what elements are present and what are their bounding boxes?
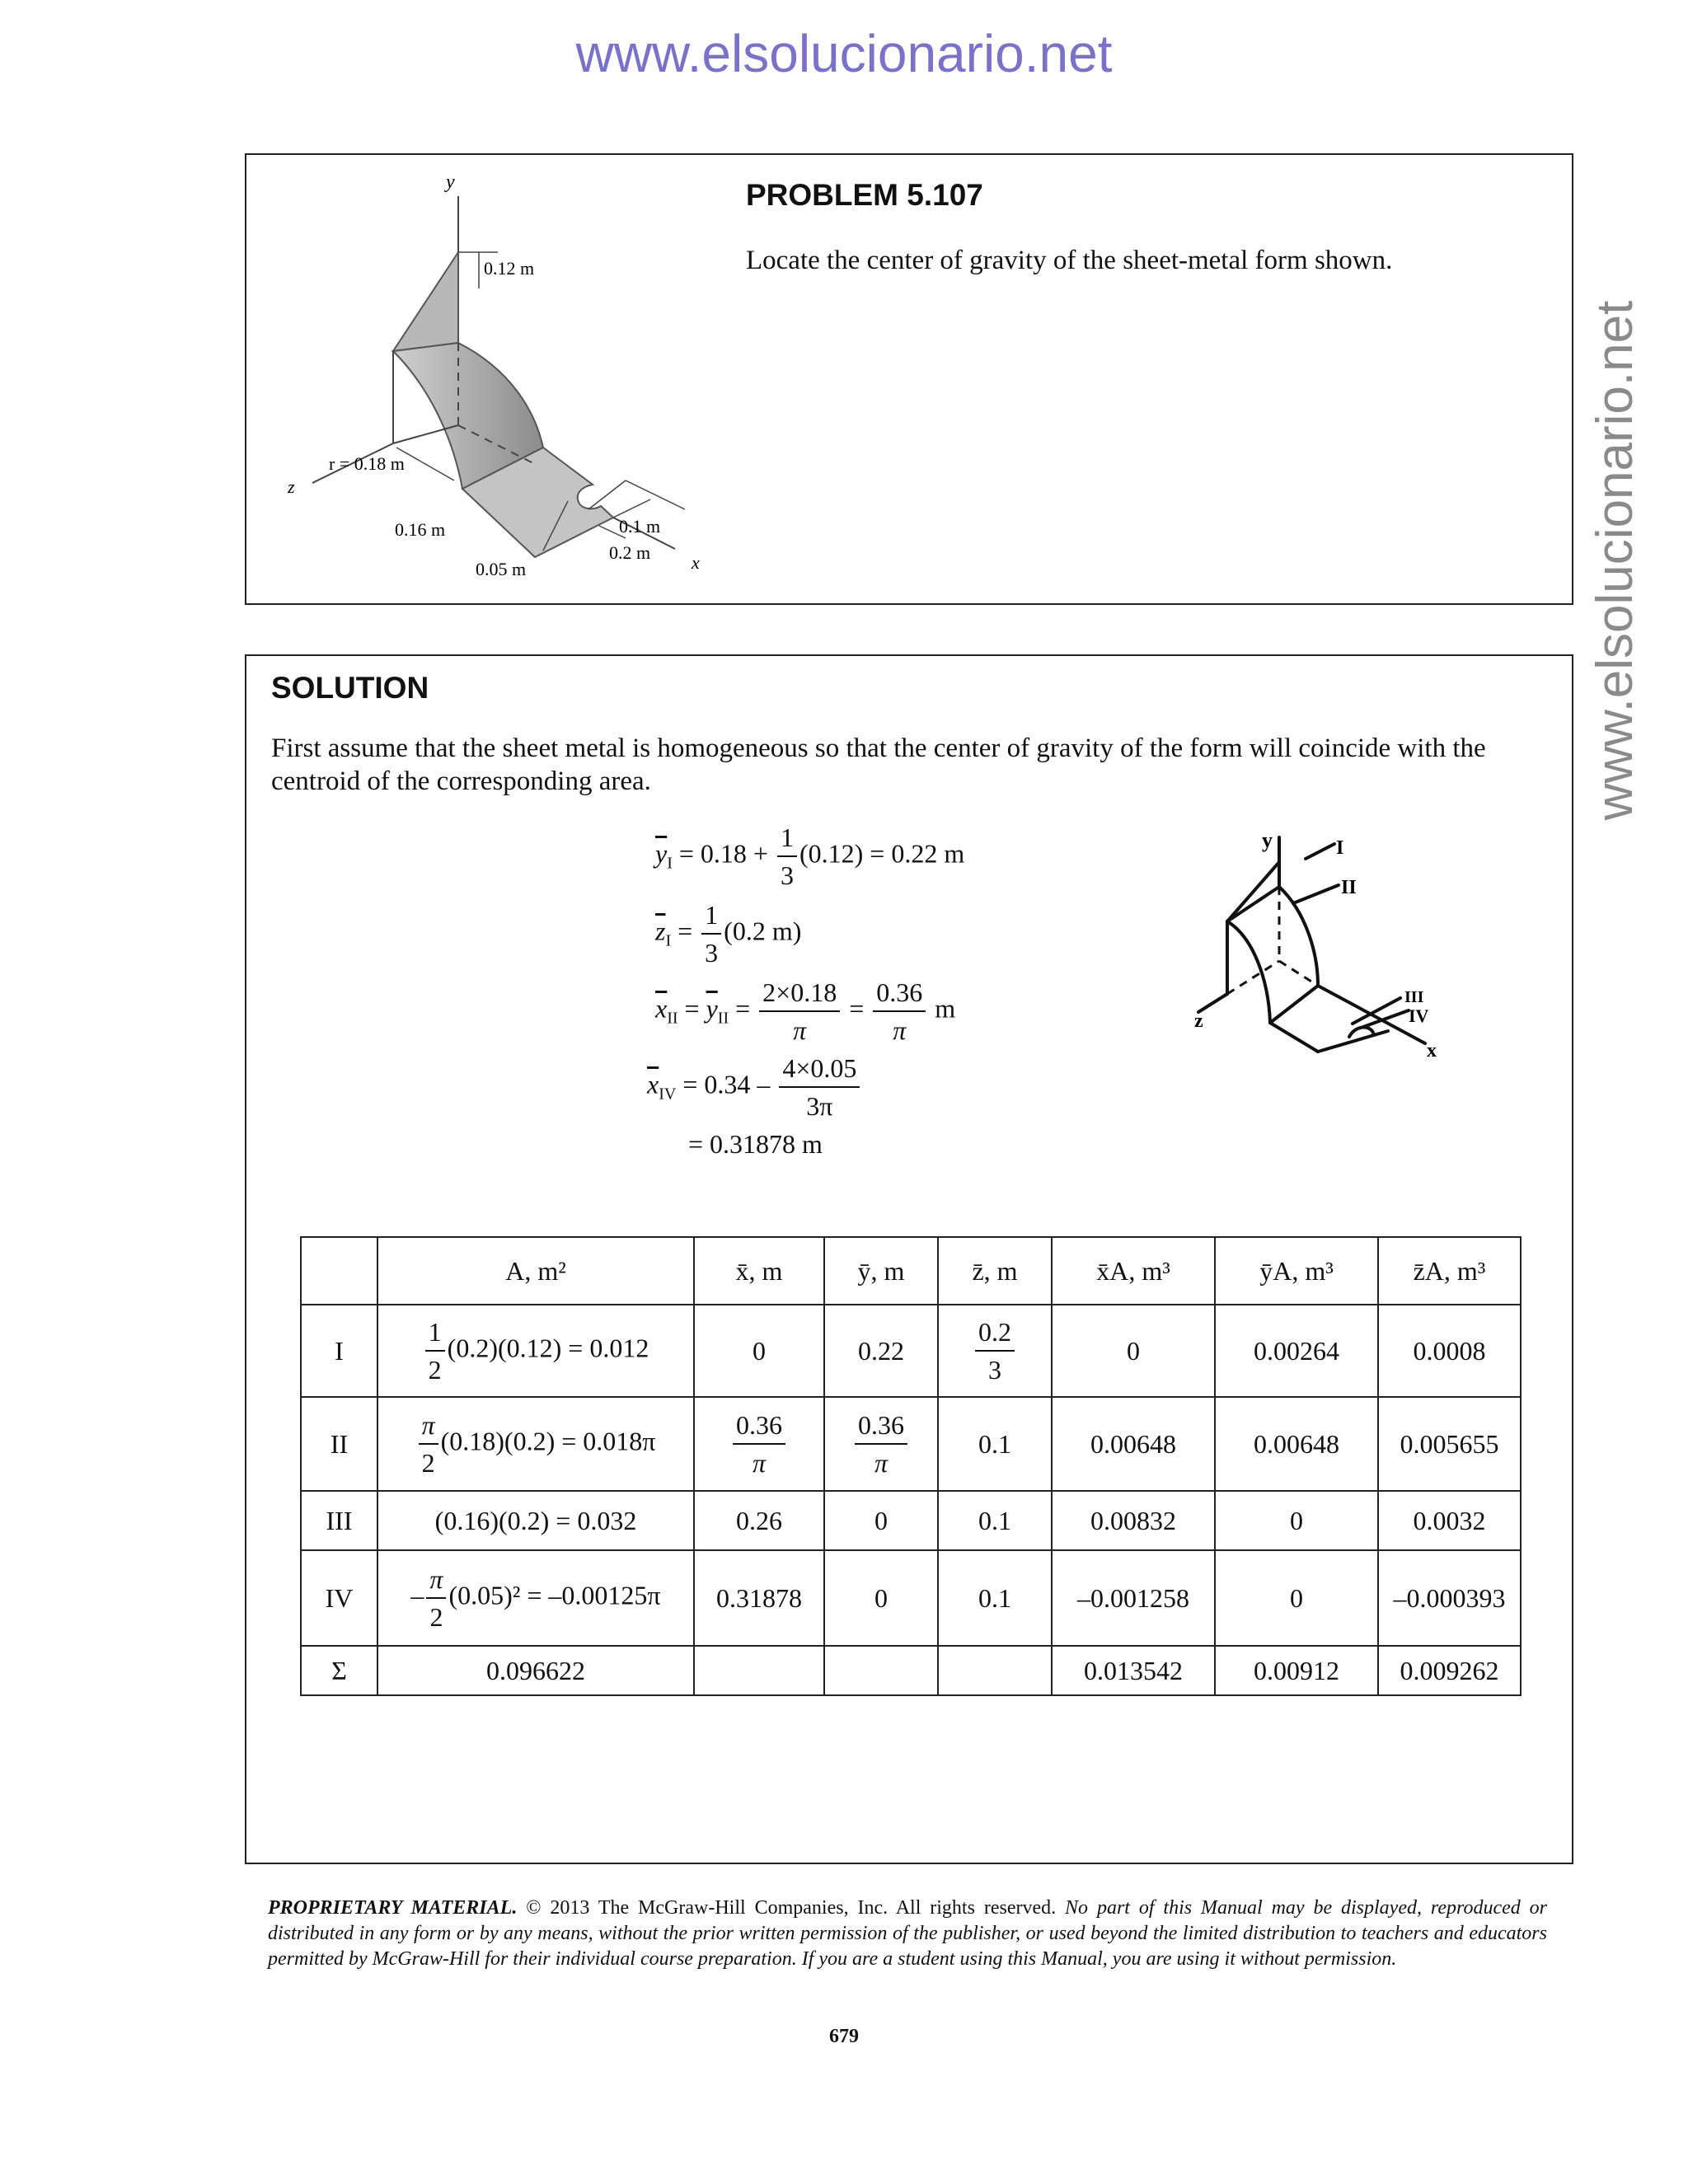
cell-y <box>824 1646 938 1695</box>
problem-statement: Locate the center of gravity of the sheet-metal form shown. <box>746 246 1393 275</box>
figure-label-02: 0.2 m <box>609 542 651 563</box>
table-row <box>301 1305 1521 1397</box>
cell-z: 0.1 <box>938 1550 1052 1646</box>
cell-area: $\frac{\pi}{2}$ (0.18)(0.2) = 0.018π <box>377 1397 694 1491</box>
cell-zA: 0.0008 <box>1378 1305 1521 1397</box>
cell-yA: 0 <box>1215 1550 1378 1646</box>
cell-zA: –0.000393 <box>1378 1550 1521 1646</box>
cell-area: $\frac{1}{2}$ (0.2)(0.12) = 0.012 <box>377 1305 694 1397</box>
cell-x: $\frac{0.36}{\pi}$ <box>694 1397 824 1491</box>
cell-y: 0 <box>824 1550 938 1646</box>
cell-z: 0.1 <box>938 1397 1052 1491</box>
header-x: x̄, m <box>694 1237 824 1305</box>
figure-label-01: 0.1 m <box>619 516 661 537</box>
cell-x: 0.31878 <box>694 1550 824 1646</box>
header-area: A, m² <box>377 1237 694 1305</box>
sketch-label-y: y <box>1262 829 1273 852</box>
sketch-label-x: x <box>1427 1040 1437 1062</box>
cell-y: 0.22 <box>824 1305 938 1397</box>
cell-area: 0.096622 <box>377 1646 694 1695</box>
solution-intro: First assume that the sheet metal is homogeneous so that the center of gravity of the form will coincide with the centroid of the corresponding area. <box>271 733 1486 796</box>
cell-yA: 0 <box>1215 1491 1378 1550</box>
equation-zI: $\overline{z}_I$ = $\frac{1}{3}$ (0.2 m) <box>655 897 801 971</box>
table-row <box>301 1550 1521 1646</box>
cell-xA: 0.00648 <box>1052 1397 1215 1491</box>
cell-area: – $\frac{\pi}{2}$ (0.05)² = –0.00125π <box>377 1550 694 1646</box>
cell-x: 0.26 <box>694 1491 824 1550</box>
cell-xA: 0 <box>1052 1305 1215 1397</box>
figure-label-016: 0.16 m <box>395 519 446 540</box>
cell-z: 0.1 <box>938 1491 1052 1550</box>
cell-y: $\frac{0.36}{\pi}$ <box>824 1397 938 1491</box>
header-zA: z̄A, m³ <box>1378 1237 1521 1305</box>
watermark-side: www.elsolucionario.net <box>1587 300 1643 821</box>
figure-label-r: r = 0.18 m <box>329 453 405 474</box>
table-row <box>301 1397 1521 1491</box>
sketch-label-z: z <box>1194 1010 1203 1032</box>
cell-x <box>694 1646 824 1695</box>
sketch-label-II: II <box>1341 877 1357 898</box>
table-header-row <box>301 1237 1521 1305</box>
cell-label: III <box>301 1491 377 1550</box>
solution-title: SOLUTION <box>271 671 429 705</box>
problem-title: PROBLEM 5.107 <box>746 178 983 212</box>
cell-zA: 0.009262 <box>1378 1646 1521 1695</box>
equation-xIV: $\overline{x}_{IV} = 0.34$ – $\frac{4\times 0.05}{3\pi}$ <box>647 1050 862 1124</box>
cell-xA: 0.00832 <box>1052 1491 1215 1550</box>
sketch-label-IV: IV <box>1409 1005 1429 1026</box>
centroid-table <box>300 1236 1522 1696</box>
page-number: 679 <box>829 2026 859 2047</box>
header-y: ȳ, m <box>824 1237 938 1305</box>
problem-box <box>245 153 1573 605</box>
table-row <box>301 1491 1521 1550</box>
decomposition-sketch <box>1194 829 1540 1093</box>
cell-zA: 0.0032 <box>1378 1491 1521 1550</box>
cell-xA: 0.013542 <box>1052 1646 1215 1695</box>
figure-label-y: y <box>446 171 455 193</box>
cell-zA: 0.005655 <box>1378 1397 1521 1491</box>
sketch-label-III: III <box>1404 988 1424 1006</box>
cell-yA: 0.00648 <box>1215 1397 1378 1491</box>
cell-xA: –0.001258 <box>1052 1550 1215 1646</box>
cell-area: (0.16)(0.2) = 0.032 <box>377 1491 694 1550</box>
sheet-metal-figure <box>263 163 724 592</box>
cell-label: Σ <box>301 1646 377 1695</box>
figure-label-x: x <box>692 552 700 573</box>
figure-label-012: 0.12 m <box>484 258 535 279</box>
sketch-label-I: I <box>1336 837 1344 859</box>
cell-z: $\frac{0.2}{3}$ <box>938 1305 1052 1397</box>
figure-label-005: 0.05 m <box>476 559 527 579</box>
cell-label: IV <box>301 1550 377 1646</box>
figure-label-z: z <box>288 476 295 497</box>
cell-y: 0 <box>824 1491 938 1550</box>
header-xA: x̄A, m³ <box>1052 1237 1215 1305</box>
cell-yA: 0.00264 <box>1215 1305 1378 1397</box>
cell-label: I <box>301 1305 377 1397</box>
equation-xIV-result: = 0.31878 m <box>688 1129 823 1159</box>
copyright-footer: PROPRIETARY MATERIAL. © 2013 The McGraw-Hill Companies, Inc. All rights reserved. No part of this Manual may be displayed, reproduced or distributed in any form or by any means, without the prior written permission of the publisher, or used beyond the limited distribution to teachers and educators permitted by McGraw-Hill for their individual course preparation. If you are a student using this Manual, you are using it without permission. <box>268 1897 1547 1970</box>
cell-x: 0 <box>694 1305 824 1397</box>
equation-xII: $\overline{x}_{II} = \overline{y}_{II}$ = $\frac{2\times 0.18}{\pi}$ = $\frac{0.36}{\pi}$ m <box>655 974 955 1048</box>
triangle-panel <box>393 252 458 351</box>
header-yA: ȳA, m³ <box>1215 1237 1378 1305</box>
cell-yA: 0.00912 <box>1215 1646 1378 1695</box>
cell-z <box>938 1646 1052 1695</box>
watermark-top: www.elsolucionario.net <box>575 24 1113 83</box>
table-row-sum <box>301 1646 1521 1695</box>
header-label <box>301 1237 377 1305</box>
cell-label: II <box>301 1397 377 1491</box>
header-z: z̄, m <box>938 1237 1052 1305</box>
equation-yI: $\overline{y}_I = 0.18$ + $\frac{1}{3}$ (0.12) = 0.22 m <box>655 819 964 893</box>
